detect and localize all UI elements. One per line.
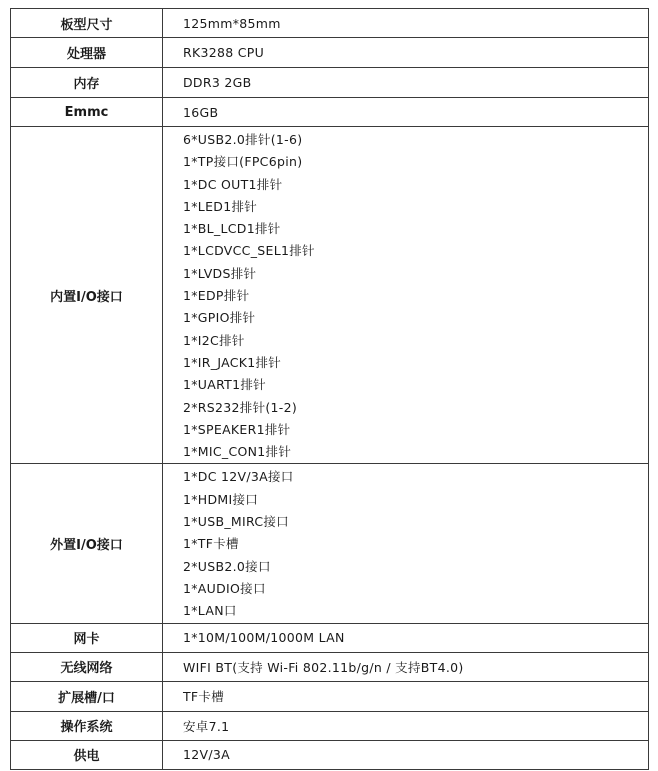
spec-row-wireless	[11, 652, 649, 681]
list-item: 1*GPIO排针	[183, 310, 256, 326]
list-item: 1*LCDVCC_SEL1排针	[183, 243, 315, 259]
list-item: 1*DC 12V/3A接口	[183, 469, 294, 485]
spec-row-expansion	[11, 681, 649, 711]
spec-label: 处理器	[11, 38, 163, 68]
spec-value: TF卡槽	[163, 681, 649, 711]
spec-row-power	[11, 740, 649, 769]
spec-label: 供电	[11, 740, 163, 769]
spec-value: 12V/3A	[163, 740, 649, 769]
spec-row-external-io	[11, 464, 649, 623]
spec-label: 内存	[11, 68, 163, 98]
spec-value: 安卓7.1	[163, 711, 649, 740]
spec-row-processor	[11, 38, 649, 68]
list-item: 2*RS232排针(1-2)	[183, 399, 298, 415]
list-item: 6*USB2.0排针(1-6)	[183, 132, 303, 147]
spec-label: 内置I/O接口	[11, 127, 163, 464]
spec-label: 板型尺寸	[11, 9, 163, 38]
spec-row-internal-io	[11, 127, 649, 464]
spec-row-memory	[11, 68, 649, 98]
list-item: 1*SPEAKER1排针	[183, 421, 291, 437]
list-item: 1*UART1排针	[183, 377, 266, 393]
spec-label: Emmc	[11, 98, 163, 127]
spec-value-list	[163, 127, 649, 464]
list-item: 1*MIC_CON1排针	[183, 444, 292, 460]
spec-value-list	[163, 464, 649, 623]
spec-label: 操作系统	[11, 711, 163, 740]
list-item: 1*TP接口(FPC6pin)	[183, 154, 303, 170]
spec-value: 125mm*85mm	[163, 9, 649, 38]
list-item: 1*I2C排针	[183, 332, 245, 348]
spec-row-network-card	[11, 623, 649, 652]
list-item: 1*TF卡槽	[183, 536, 239, 552]
list-item: 1*USB_MIRC接口	[183, 514, 289, 530]
list-item: 1*EDP排针	[183, 288, 250, 304]
list-item: 2*USB2.0接口	[183, 558, 271, 574]
spec-value: WIFI BT(支持 Wi-Fi 802.11b/g/n / 支持BT4.0)	[163, 652, 649, 681]
spec-label: 无线网络	[11, 652, 163, 681]
spec-value: 1*10M/100M/1000M LAN	[163, 623, 649, 652]
list-item: 1*LVDS排针	[183, 265, 257, 281]
spec-row-os	[11, 711, 649, 740]
list-item: 1*IR_JACK1排针	[183, 354, 282, 370]
spec-row-emmc	[11, 98, 649, 127]
spec-label: 外置I/O接口	[11, 464, 163, 623]
list-item: 1*BL_LCD1排针	[183, 221, 281, 237]
spec-value: DDR3 2GB	[163, 68, 649, 98]
spec-label: 扩展槽/口	[11, 681, 163, 711]
spec-value: 16GB	[163, 98, 649, 127]
list-item: 1*LAN口	[183, 603, 237, 619]
spec-value: RK3288 CPU	[163, 38, 649, 68]
list-item: 1*AUDIO接口	[183, 580, 266, 596]
spec-row-board-size	[11, 9, 649, 38]
list-item: 1*DC OUT1排针	[183, 176, 283, 192]
list-item: 1*HDMI接口	[183, 491, 259, 507]
spec-label: 网卡	[11, 623, 163, 652]
spec-table	[10, 8, 649, 770]
list-item: 1*LED1排针	[183, 198, 258, 214]
